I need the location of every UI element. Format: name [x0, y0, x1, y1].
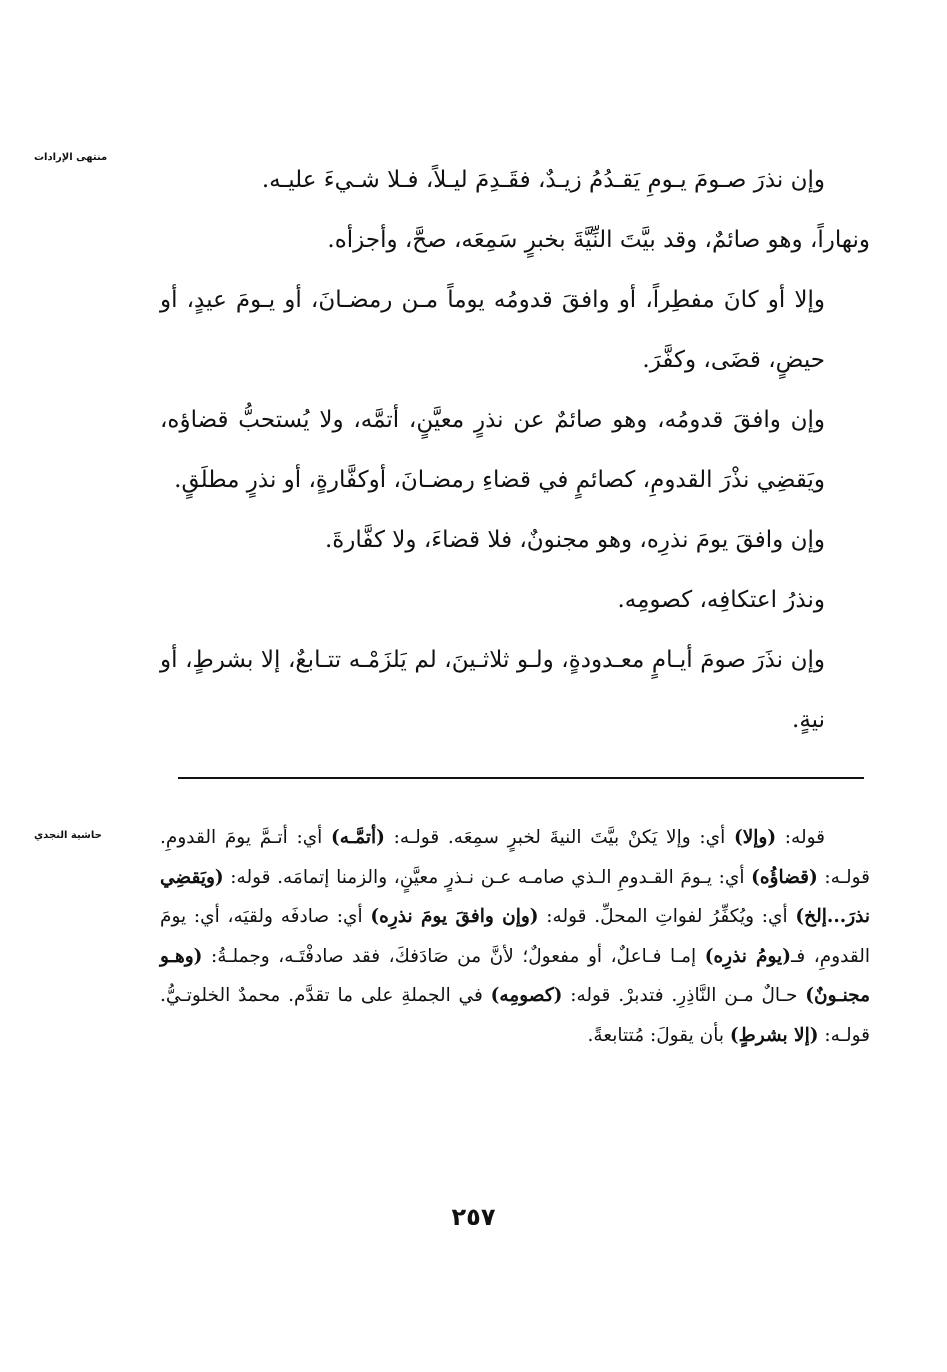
- main-text-block: [160, 150, 870, 750]
- paragraph-4: وإن وافقَ يومَ نذرِه، وهو مجنونٌ، فلا قضاءَ، ولا كفَّارةَ.: [324, 527, 825, 553]
- footnote-text: أي: صادفَه ولقيَه، أي: يومَ القدومِ، فـ: [160, 906, 870, 967]
- footnote-text: أي: ويُكفِّرُ لفواتِ المحلِّ. قوله:: [538, 906, 796, 927]
- side-label-hashiya: حاشية النجدي: [34, 830, 102, 841]
- paragraph-1-line-1: وإن نذرَ صـومَ يـومِ يَقـدُمُ زيـدٌ، فقَـدِمَ ليـلاً، فـلا شـيءَ عليـه.: [261, 167, 825, 193]
- paragraph-1-line-2: ونهاراً، وهو صائمٌ، وقد بيَّتَ النِّيَّةَ بخبرٍ سَمِعَه، صحَّ، وأجزأه.: [327, 227, 870, 253]
- footnote-text: إمـا فـاعلٌ، أو مفعولٌ؛ لأنَّ من صَادَفكَ، فقد صادفْتَـه، وجملـةُ:: [202, 945, 705, 967]
- footnote-text: في الجملةِ على ما تقدَّم. محمدٌ الخلوتـيُّ. قولـه:: [160, 985, 870, 1046]
- footnote-quote: (يومُ نذرِه): [704, 945, 791, 967]
- text-divider-line: [178, 777, 864, 779]
- footnote-text: بأن يقولَ: مُتتابعةً.: [587, 1024, 730, 1046]
- paragraph-5: ونذرُ اعتكافِه، كصومِه.: [617, 587, 825, 613]
- footnote-text: حـالٌ مـن النَّاذِرِ. فتدبرْ. قوله:: [562, 985, 806, 1006]
- footnote-block: [160, 818, 870, 1055]
- paragraph-2: وإلا أو كانَ مفطِراً، أو وافقَ قدومُه يوماً مـن رمضـانَ، أو يـومَ عيدٍ، أو حيضٍ، قضَى، وكفَّرَ.: [160, 287, 825, 373]
- page-number: ٢٥٧: [451, 1203, 496, 1231]
- footnote-text: أي: أتـمَّ يومَ القدومِ. قولـه:: [160, 827, 870, 888]
- side-label-main-text: منتهى الإرادات: [34, 152, 108, 163]
- footnote-quote: (ويَقضِي نذرَ...إلخ): [160, 866, 870, 927]
- footnote-quote: (إلا بشرطٍ): [729, 1024, 819, 1046]
- footnote-text: أي: يـومَ القـدومِ الـذي صامـه عـن نـذرٍ معيَّنٍ، والزمنا إتمامَه. قوله:: [223, 866, 752, 888]
- footnote-text: أي: وإلا يَكنْ بيَّتَ النيةَ لخبرٍ سمِعَه. قولـه:: [384, 827, 734, 848]
- footnote-quote: (وإلا): [733, 827, 777, 848]
- footnote-quote: (وهـو مجنـونٌ): [160, 945, 870, 1006]
- footnote-text: قوله:: [776, 827, 825, 848]
- footnote-quote: (أتمَّـه): [331, 827, 385, 848]
- paragraph-3: وإن وافقَ قدومُه، وهو صائمٌ عن نذرٍ معيَّنٍ، أتمَّه، ولا يُستحبُّ قضاؤه، ويَقضِي نذْرَ القدومِ، كصائمٍ في قضاءِ رمضـانَ، أوكفَّارةٍ، أو نذرٍ مطلَقٍ.: [160, 407, 825, 493]
- footnote-quote: (قضاؤُه): [751, 866, 818, 888]
- footnote-quote: (كصومِه): [490, 985, 563, 1006]
- footnote-quote: (وإن وافقَ يومَ نذرِه): [370, 906, 539, 927]
- paragraph-6: وإن نذَرَ صومَ أيـامٍ معـدودةٍ، ولـو ثلاثـينَ، لم يَلزَمْـه تتـابعٌ، إلا بشرطٍ، أو نيةٍ.: [160, 647, 825, 733]
